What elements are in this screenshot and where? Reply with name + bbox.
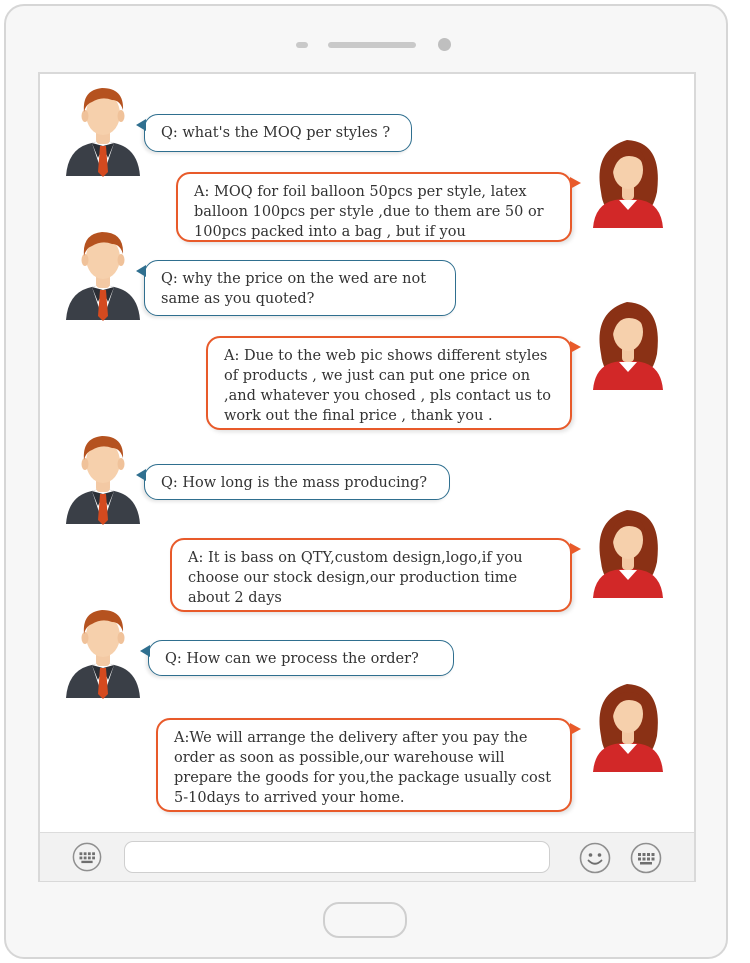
answer-bubble [156,718,572,812]
question-bubble [144,114,412,152]
bubble-tail [570,723,581,735]
question-bubble [144,464,450,500]
customer-avatar [62,80,144,180]
camera-icon [438,38,451,51]
customer-avatar [62,602,144,702]
bubble-tail [136,265,146,277]
customer-avatar [62,428,144,528]
message-text: Q: why the price on the wed are not same as you quoted? [161,271,427,307]
keyboard-icon[interactable] [72,842,102,872]
message-input[interactable] [124,841,550,873]
input-bar [40,832,694,881]
seller-avatar [587,292,669,392]
message-text: Q: How can we process the order? [165,651,419,667]
smiley-icon[interactable] [579,842,611,874]
bubble-tail [136,119,146,131]
message-text: Q: what's the MOQ per styles ? [161,125,391,141]
question-bubble [144,260,456,316]
answer-bubble [176,172,572,242]
message-text: A: It is bass on QTY,custom design,logo,if you choose our stock design,our production time about 2 days [188,550,523,606]
bubble-tail [570,341,581,353]
bubble-tail [570,177,581,189]
seller-avatar [587,674,669,774]
message-text: A: MOQ for foil balloon 50pcs per style, latex balloon 100pcs per style ,due to them are 50 or 100pcs packed into a bag , but if you [194,184,544,240]
bubble-tail [570,543,581,555]
answer-bubble [170,538,572,612]
seller-avatar [587,500,669,600]
seller-avatar [587,130,669,230]
question-bubble [148,640,454,676]
bubble-tail [136,469,146,481]
home-button[interactable] [323,902,407,938]
answer-bubble [206,336,572,430]
bubble-tail [140,645,150,657]
customer-avatar [62,224,144,324]
keyboard-icon[interactable] [630,842,662,874]
message-text: A: Due to the web pic shows different styles of products , we just can put one price on ,and whatever you chosed , pls contact us to work out the final price , thank you . [224,348,551,424]
chat-area[interactable] [40,74,694,832]
speaker-grille [328,42,416,48]
message-text: Q: How long is the mass producing? [161,475,428,491]
message-text: A:We will arrange the delivery after you pay the order as soon as possible,our warehouse will prepare the goods for you,the package usually cost 5-10days to arrived your home. [174,730,552,806]
sensor-dot [296,42,308,48]
